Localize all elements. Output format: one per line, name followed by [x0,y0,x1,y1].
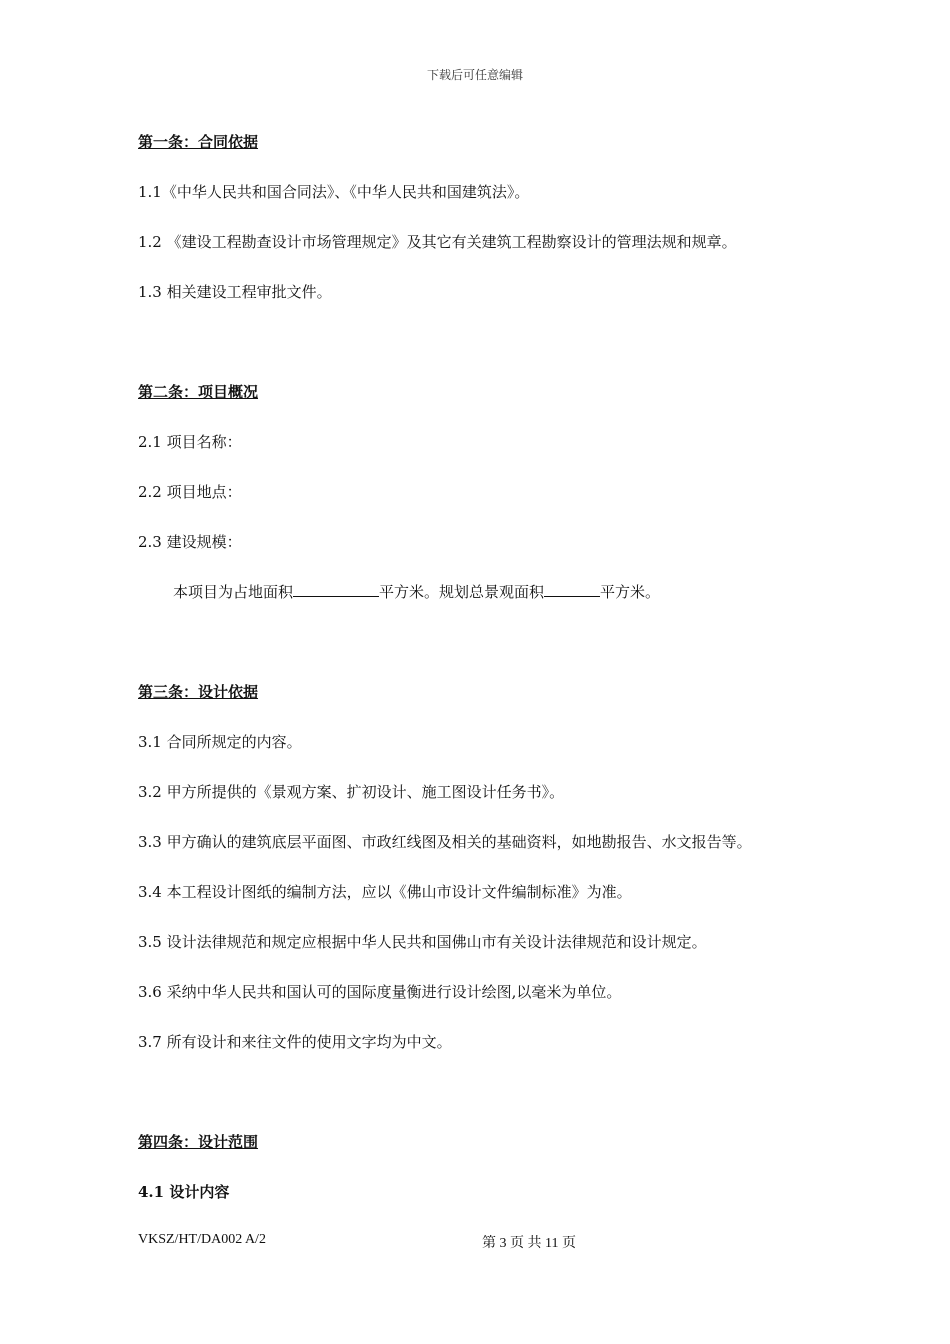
section-4-title: 第四条：设计范围 [138,1133,259,1151]
section-2-item-2: 2.2 项目地点： [138,483,242,501]
land-area-blank [293,582,379,597]
section-3-item-6: 3.6 采纳中华人民共和国认可的国际度量衡进行设计绘图,以毫米为单位。 [138,983,622,1001]
section-1-item-2: 1.2 《建设工程勘查设计市场管理规定》及其它有关建筑工程勘察设计的管理法规和规章。 [138,233,737,251]
section-1-item-1: 1.1《中华人民共和国合同法》、《中华人民共和国建筑法》。 [138,183,530,201]
section-3-title: 第三条：设计依据 [138,683,259,701]
section-2-item-1: 2.1 项目名称： [138,433,242,451]
landscape-area-blank [544,582,600,597]
section-1-title: 第一条：合同依据 [138,133,259,151]
section-2-title: 第二条：项目概况 [138,383,259,401]
section-2-item-3: 2.3 建设规模： [138,533,242,551]
section-3-item-5: 3.5 设计法律规范和规定应根据中华人民共和国佛山市有关设计法律规范和设计规定。 [138,933,707,951]
scale-text-2: 平方米。规划总景观面积 [379,583,545,601]
section-4-subtitle: 4.1 设计内容 [138,1183,230,1201]
scale-text-3: 平方米。 [600,583,661,601]
section-3-item-3: 3.3 甲方确认的建筑底层平面图、市政红线图及相关的基础资料，如地勘报告、水文报告等。 [138,833,752,851]
section-3-item-7: 3.7 所有设计和来往文件的使用文字均为中文。 [138,1033,452,1051]
document-code: VKSZ/HT/DA002 A/2 [138,1232,266,1247]
construction-scale-line [173,582,660,602]
section-3-item-4: 3.4 本工程设计图纸的编制方法，应以《佛山市设计文件编制标准》为准。 [138,883,632,901]
page-header: 下载后可任意编辑 [426,68,523,82]
section-3-item-1: 3.1 合同所规定的内容。 [138,733,302,751]
scale-text-1: 本项目为占地面积 [173,583,294,601]
page-number: 第 3 页 共 11 页 [482,1236,576,1251]
section-3-item-2: 3.2 甲方所提供的《景观方案、扩初设计、施工图设计任务书》。 [138,783,565,801]
section-1-item-3: 1.3 相关建设工程审批文件。 [138,283,332,301]
